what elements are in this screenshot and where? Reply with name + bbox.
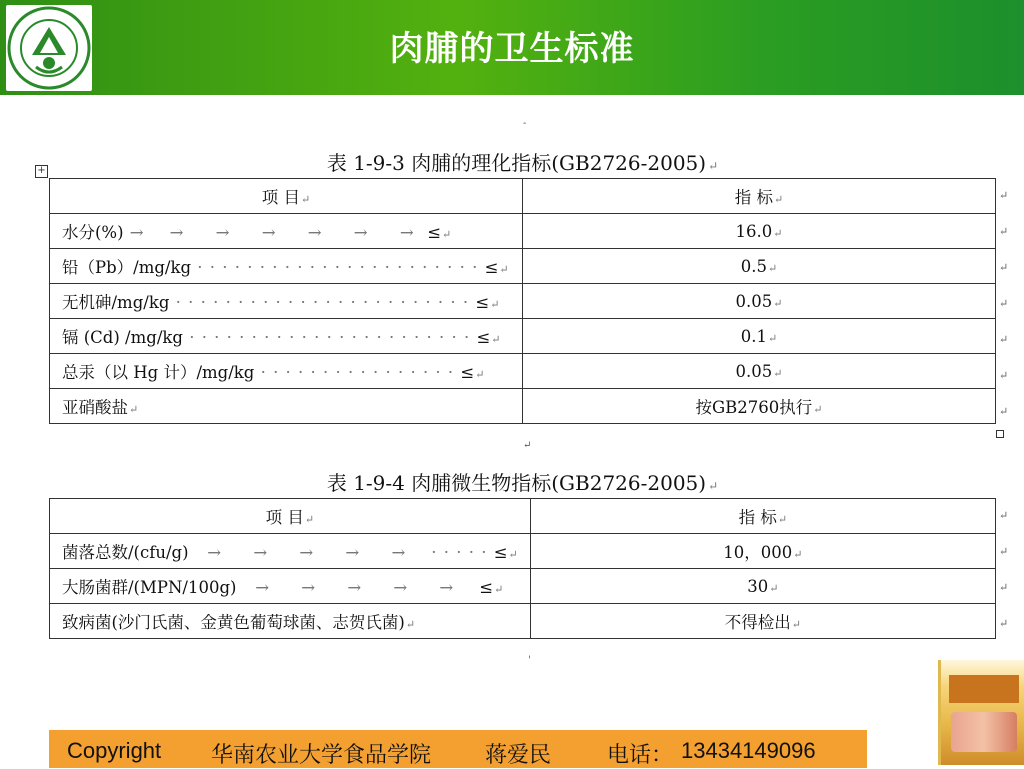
row-value: 不得检出↵ (530, 604, 995, 639)
footer-bar (49, 730, 867, 768)
row-item: 镉 (Cd) /mg/kg · · · · · · · · · · · · · · · · · · · · · · · ≤↵ (50, 319, 523, 354)
physicochemical-table (49, 178, 996, 424)
row-item: 大肠菌群/(MPN/100g) → → → → → ≤↵ (50, 569, 531, 604)
table-row (50, 569, 996, 604)
table-row (50, 604, 996, 639)
return-mark: ↵ (708, 159, 719, 173)
header-bar (0, 0, 1024, 95)
row-end-marks: ↵ ↵ ↵ ↵ (999, 509, 1009, 630)
row-item: 总汞（以 Hg 计）/mg/kg · · · · · · · · · · · · · · · · ≤↵ (50, 354, 523, 389)
row-value: 10，000↵ (530, 534, 995, 569)
table2-caption (49, 467, 996, 496)
row-end-marks: ↵ ↵ ↵ ↵ ↵ ↵ ↵ (999, 189, 1009, 418)
table-row (50, 249, 996, 284)
row-value: 0.1↵ (523, 319, 996, 354)
header-item: 项 目↵ (50, 179, 523, 214)
cover-band (949, 675, 1019, 703)
row-value: 按GB2760执行↵ (523, 389, 996, 424)
cover-food-image (951, 712, 1017, 752)
copyright-label: Copyright (67, 738, 162, 763)
row-value: 0.5↵ (523, 249, 996, 284)
table1-caption (49, 147, 996, 176)
slide-title: 肉脯的卫生标准 (389, 29, 635, 69)
microbiological-table (49, 498, 996, 639)
table-row (50, 284, 996, 319)
table-resize-handle[interactable] (996, 430, 1004, 438)
header-value: 指 标↵ (530, 499, 995, 534)
table-row (50, 389, 996, 424)
author-label: 蒋爱民 (485, 742, 552, 767)
table-header-row (50, 499, 996, 534)
row-item: 亚硝酸盐↵ (50, 389, 523, 424)
table-header-row (50, 179, 996, 214)
row-item: 水分(%) → → → → → → → ≤↵ (50, 214, 523, 249)
phone-label: 电话： (607, 742, 674, 767)
row-item: 铅（Pb）/mg/kg · · · · · · · · · · · · · · · · · · · · · · · ≤↵ (50, 249, 523, 284)
header-value: 指 标↵ (523, 179, 996, 214)
row-item: 菌落总数/(cfu/g) → → → → → · · · · · ≤↵ (50, 534, 531, 569)
table-row (50, 214, 996, 249)
header-item: 项 目↵ (50, 499, 531, 534)
table2-caption-text: 表 1-9-4 肉脯微生物指标(GB2726-2005) (326, 471, 707, 495)
table-row (50, 354, 996, 389)
return-mark: ↵ (708, 479, 719, 493)
row-value: 0.05↵ (523, 354, 996, 389)
row-item: 致病菌(沙门氏菌、金黄色葡萄球菌、志贺氏菌)↵ (50, 604, 531, 639)
textbook-cover-icon (938, 660, 1024, 765)
phone-number: 13434149096 (681, 738, 816, 763)
paragraph-mark: ' (528, 655, 531, 666)
table-anchor-icon[interactable]: + (35, 165, 48, 178)
row-value: 16.0↵ (523, 214, 996, 249)
paragraph-mark: ↵ (523, 440, 532, 451)
table-row (50, 319, 996, 354)
institution-label: 华南农业大学食品学院 (211, 742, 432, 767)
paragraph-mark: - (523, 118, 527, 129)
row-value: 0.05↵ (523, 284, 996, 319)
table-row (50, 534, 996, 569)
row-item: 无机砷/mg/kg · · · · · · · · · · · · · · · · · · · · · · · · ≤↵ (50, 284, 523, 319)
table1-caption-text: 表 1-9-3 肉脯的理化指标(GB2726-2005) (326, 151, 707, 175)
row-value: 30↵ (530, 569, 995, 604)
